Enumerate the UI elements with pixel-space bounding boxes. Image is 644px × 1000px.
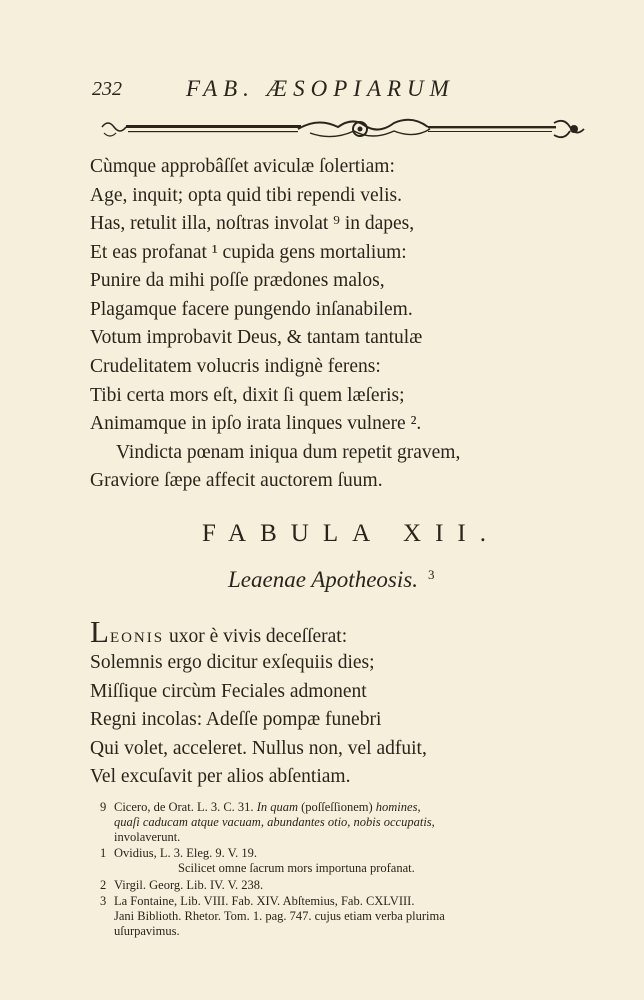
footnote-3 (100, 894, 414, 909)
verse-line: Miſſique circùm Feciales admonent (90, 681, 367, 702)
moral-line: Graviore ſæpe affecit auctorem ſuum. (90, 470, 383, 491)
verse-line: Regni incolas: Adeſſe pompæ funebri (90, 709, 382, 730)
first-line-rest: uxor è vivis deceſſerat: (164, 626, 348, 647)
fable-subtitle-text: Leaenae Apotheosis. (228, 567, 418, 592)
fable-heading: FABULA XII. (202, 520, 500, 547)
footnote-ref: La Fontaine, Lib. VIII. Fab. XIV. Abſtemius, Fab. CXLVIII. (114, 894, 415, 908)
footnote-marker: 9 (100, 800, 107, 814)
verse-line: Has, retulit illa, noſtras involat ⁹ in dapes, (90, 213, 415, 234)
verse-line: Qui volet, acceleret. Nullus non, vel adfuit, (90, 738, 427, 759)
footnote-2 (100, 878, 263, 893)
page-number: 232 (92, 78, 122, 100)
footnote-quote: homines, (375, 800, 421, 814)
verse-line: Plagamque facere pungendo inſanabilem. (90, 299, 413, 320)
fable-subtitle (228, 567, 434, 593)
initial-letter: L (90, 614, 109, 649)
verse-line-first (90, 614, 348, 651)
verse-line: Crudelitatem volucris indignè ferens: (90, 356, 381, 377)
footnote-continuation: quaſi caducam atque vacuam, abundantes otio, nobis occupatis, (114, 815, 435, 829)
verse-line: Vel excuſavit per alios abſentiam. (90, 766, 351, 787)
footnote-marker: 3 (100, 894, 107, 908)
footnote-ref: Cicero, de Orat. L. 3. C. 31. (114, 800, 254, 814)
footnote-1 (100, 846, 257, 861)
page-header (92, 76, 552, 106)
moral-line: Vindicta pœnam iniqua dum repetit gravem, (116, 442, 461, 463)
verse-line: Animamque in ipſo irata linques vulnere ². (90, 413, 422, 434)
footnote-marker: 2 (100, 878, 107, 892)
footnote-quote-line: Scilicet omne ſacrum mors importuna profanat. (178, 861, 415, 875)
fable-subtitle-note-marker: 3 (427, 567, 435, 582)
footnote-continuation: uſurpavimus. (114, 924, 180, 938)
verse-line: Tibi certa mors eſt, dixit ſi quem læſeris; (90, 385, 405, 406)
decorative-rule-ornament (98, 113, 588, 147)
footnote-ref: Ovidius, L. 3. Eleg. 9. V. 19. (114, 846, 257, 860)
running-title: FAB. ÆSOPIARUM (186, 76, 455, 101)
footnote-ref: Virgil. Georg. Lib. IV. V. 238. (114, 878, 264, 892)
footnote-marker: 1 (100, 846, 107, 860)
verse-line: Age, inquit; opta quid tibi rependi velis. (90, 185, 402, 206)
verse-line: Votum improbavit Deus, & tantam tantulæ (90, 327, 423, 348)
verse-line: Solemnis ergo dicitur exſequiis dies; (90, 652, 375, 673)
verse-line: Cùmque approbâſſet aviculæ ſolertiam: (90, 156, 395, 177)
verse-line: Et eas profanat ¹ cupida gens mortalium: (90, 242, 407, 263)
footnote-paren: (poſſeſſionem) (301, 800, 373, 814)
footnote-quote: In quam (256, 800, 299, 814)
initial-word-smallcaps: EONIS (109, 630, 165, 646)
verse-line: Punire da mihi poſſe prædones malos, (90, 270, 385, 291)
footnote-continuation: involaverunt. (114, 830, 181, 844)
footnote-9 (100, 800, 421, 815)
footnote-continuation: Jani Biblioth. Rhetor. Tom. 1. pag. 747. cujus etiam verba plurima (114, 909, 445, 923)
